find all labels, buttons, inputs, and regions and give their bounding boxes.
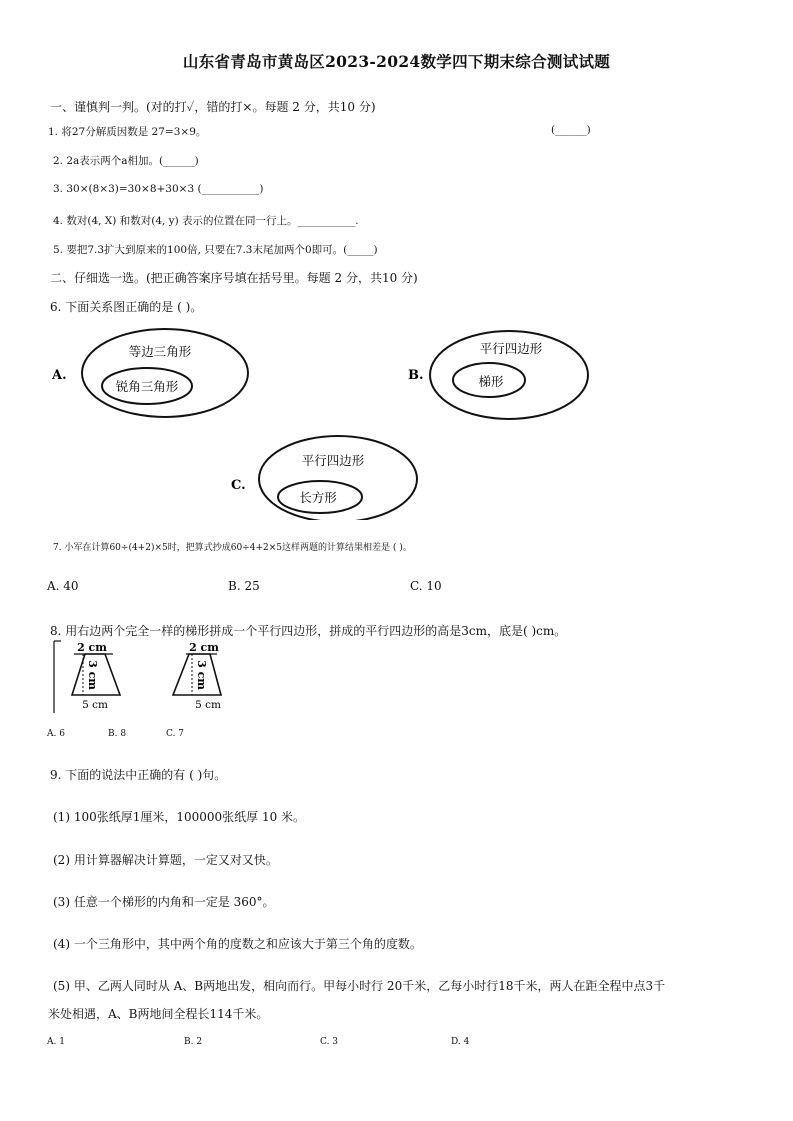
right-bottom-label: 5 cm [195, 699, 221, 711]
question-8-stem: 8. 用右边两个完全一样的梯形拼成一个平行四边形，拼成的平行四边形的高是3cm，底是( )cm。 [50, 624, 567, 638]
section-2-heading: 二、仔细选一选。(把正确答案序号填在括号里。每题 2 分，共10 分) [50, 271, 418, 285]
section-1-heading: 一、谨慎判一判。(对的打✓，错的打×。每题 2 分，共10 分) [50, 100, 376, 114]
question-7-option-c: C. 10 [410, 579, 442, 593]
option-c-outer-ellipse [259, 436, 417, 520]
question-9-statement-5-line-1: (5) 甲、乙两人同时从 A、B两地出发，相向而行。甲每小时行 20千米，乙每小时行18千米，两人在距全程中点3千 [53, 979, 666, 993]
page-title: 山东省青岛市黄岛区2023-2024数学四下期末综合测试试题 [182, 52, 611, 71]
question-2: 2. 2a表示两个a相加。(______) [53, 155, 199, 167]
option-a-outer-ellipse [82, 329, 248, 417]
option-b-inner-label: 梯形 [478, 374, 504, 389]
question-6-stem: 6. 下面关系图正确的是 ( )。 [50, 300, 203, 314]
question-8-option-a: A. 6 [47, 729, 65, 739]
question-9-option-b: B. 2 [184, 1037, 203, 1047]
question-3: 3. 30×(8×3)=30×8+30×3 (___________) [53, 183, 264, 195]
option-c-inner-label: 长方形 [299, 490, 337, 505]
question-7-option-b: B. 25 [228, 579, 260, 593]
question-7-stem: 7. 小军在计算60÷(4+2)×5时，把算式抄成60÷4+2×5这样两题的计算结果相差是 ( )。 [53, 543, 412, 553]
question-7-option-a: A. 40 [47, 579, 79, 593]
right-top-label: 2 cm [189, 641, 219, 654]
question-9-statement-2: (2) 用计算器解决计算题，一定又对又快。 [53, 853, 278, 867]
question-1-blank: (______) [551, 124, 591, 136]
question-9-option-c: C. 3 [320, 1037, 339, 1047]
question-8-trapezoid-figure [45, 637, 265, 715]
left-bottom-label: 5 cm [82, 699, 108, 711]
question-9-statement-1: (1) 100张纸厚1厘米，100000张纸厚 10 米。 [53, 810, 306, 824]
question-4: 4. 数对(4, X) 和数对(4, y) 表示的位置在同一行上。___________. [53, 215, 359, 227]
option-a-label: A. [52, 368, 67, 383]
question-9-option-a: A. 1 [47, 1037, 65, 1047]
option-c-outer-label: 平行四边形 [301, 453, 365, 468]
option-c-label: C. [231, 478, 246, 493]
left-height-label: 3 cm [86, 660, 99, 690]
question-5: 5. 要把7.3扩大到原来的100倍, 只要在7.3末尾加两个0即可。(_____) [53, 244, 378, 256]
question-8-option-b: B. 8 [108, 729, 127, 739]
right-height-label: 3 cm [195, 660, 208, 690]
question-8-option-c: C. 7 [166, 729, 185, 739]
left-top-label: 2 cm [77, 641, 107, 654]
question-9-stem: 9. 下面的说法中正确的有 ( )句。 [50, 768, 227, 782]
question-9-statement-4: (4) 一个三角形中，其中两个角的度数之和应该大于第三个角的度数。 [53, 937, 422, 951]
question-9-statement-3: (3) 任意一个梯形的内角和一定是 360°。 [53, 895, 275, 909]
question-9-statement-5-line-2: 米处相遇，A、B两地间全程长114千米。 [48, 1007, 269, 1021]
option-b-label: B. [408, 368, 424, 383]
option-b-outer-label: 平行四边形 [479, 341, 543, 356]
question-9-option-d: D. 4 [451, 1037, 470, 1047]
question-6-diagrams [0, 320, 793, 520]
option-a-outer-label: 等边三角形 [128, 344, 192, 359]
option-a-inner-label: 锐角三角形 [115, 379, 179, 394]
question-1: 1. 将27分解质因数是 27=3×9。 [48, 126, 207, 138]
